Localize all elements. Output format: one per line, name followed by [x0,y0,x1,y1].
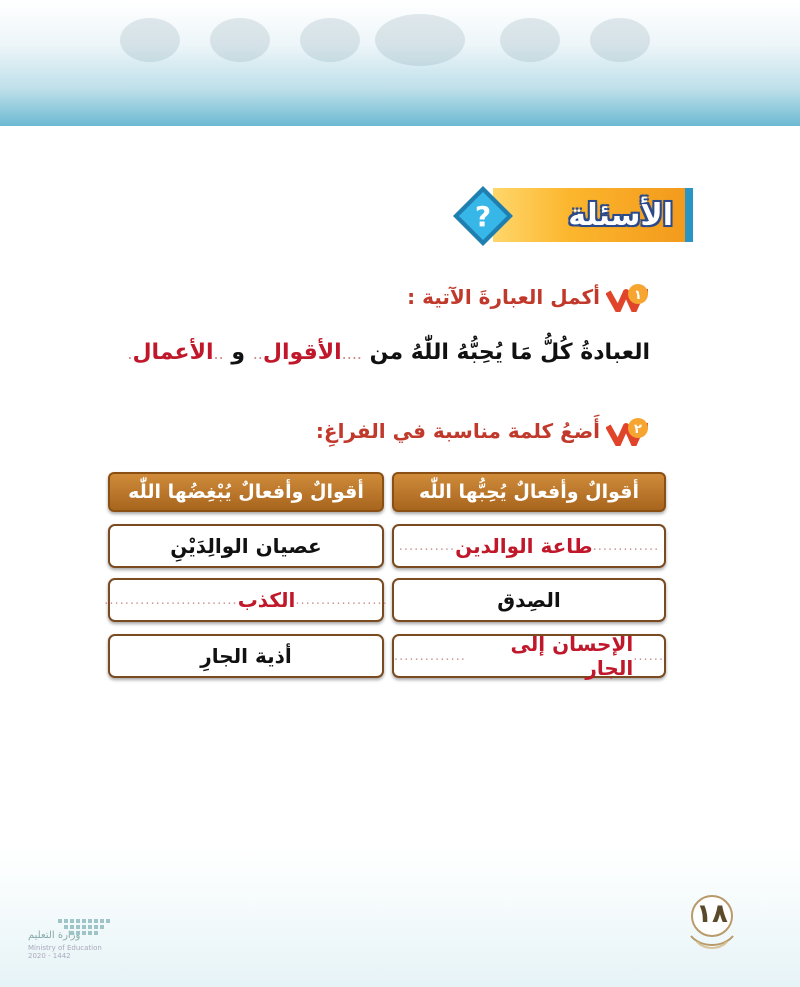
column-header-loved [392,472,666,512]
section2-heading [316,416,650,446]
section2-number: ٢ [634,422,642,437]
cell-hated-1-text: عصيان الوالِدَيْنِ [170,534,322,558]
answer-aamal: الأعمال [132,340,214,365]
title-bar [493,188,693,242]
blank-dots: ........... [398,538,456,554]
blank-dots: .............. [394,648,466,664]
blank-dots: .. [252,344,263,363]
number-badge-icon [606,282,650,312]
cell-loved-2 [392,578,666,622]
top-decor-band [0,0,800,126]
section1-heading [407,282,650,312]
blank-dots: .................. [295,592,388,608]
blank-dots: .. [213,344,224,363]
blank-dots: . [127,344,133,363]
cell-hated-1 [108,524,384,568]
cell-loved-2-text: الصِدق [497,588,561,612]
cell-loved-3 [392,634,666,678]
cell-hated-3-text: أذية الجارِ [200,644,292,668]
section2-heading-text: أَضعُ كلمة مناسبة في الفراغِ: [315,419,600,443]
column-header-hated [108,472,384,512]
questions-title [449,184,693,246]
title-text: الأسئلة [568,197,673,233]
number-badge-icon [606,416,650,446]
cell-hated-2-answer: الكذب [237,588,296,612]
column-header-loved-text: أقوالٌ وأفعالٌ يُحِبُّها اللّٰه [419,481,640,503]
blank-dots: .......................... [104,592,238,608]
cell-loved-1 [392,524,666,568]
conjunction: و [231,340,246,365]
cell-hated-3 [108,634,384,678]
ministry-name: وزارة التعليم [28,930,81,941]
statement-lead: العبادةُ كُلُّ مَا يُحِبُّهُ اللّٰهُ من [369,340,650,365]
svg-text:?: ? [474,200,492,233]
cell-hated-2 [104,578,388,622]
blank-dots: ............. [592,538,660,554]
ministry-en-text: Ministry of Education [28,944,102,952]
column-header-hated-text: أقوالٌ وأفعالٌ يُبْغِضُها اللّٰه [128,481,364,503]
ministry-year: 2020 - 1442 [28,952,71,960]
cell-loved-1-answer: طاعة الوالدين [455,534,593,558]
blank-dots: .... [341,344,362,363]
statement-line [127,340,650,365]
cell-loved-3-answer: الإحسان إلى الجار [510,632,634,680]
page-number: ١٨ [696,899,728,929]
blank-dots: ...... [633,648,664,664]
ministry-name-en [28,944,102,960]
answer-aqwal: الأقوال [262,340,342,365]
section1-heading-text: أكمل العبارةَ الآتية : [407,285,600,309]
section1-number: ١ [634,288,642,303]
question-icon [451,184,515,248]
ornament-pattern [110,0,690,70]
